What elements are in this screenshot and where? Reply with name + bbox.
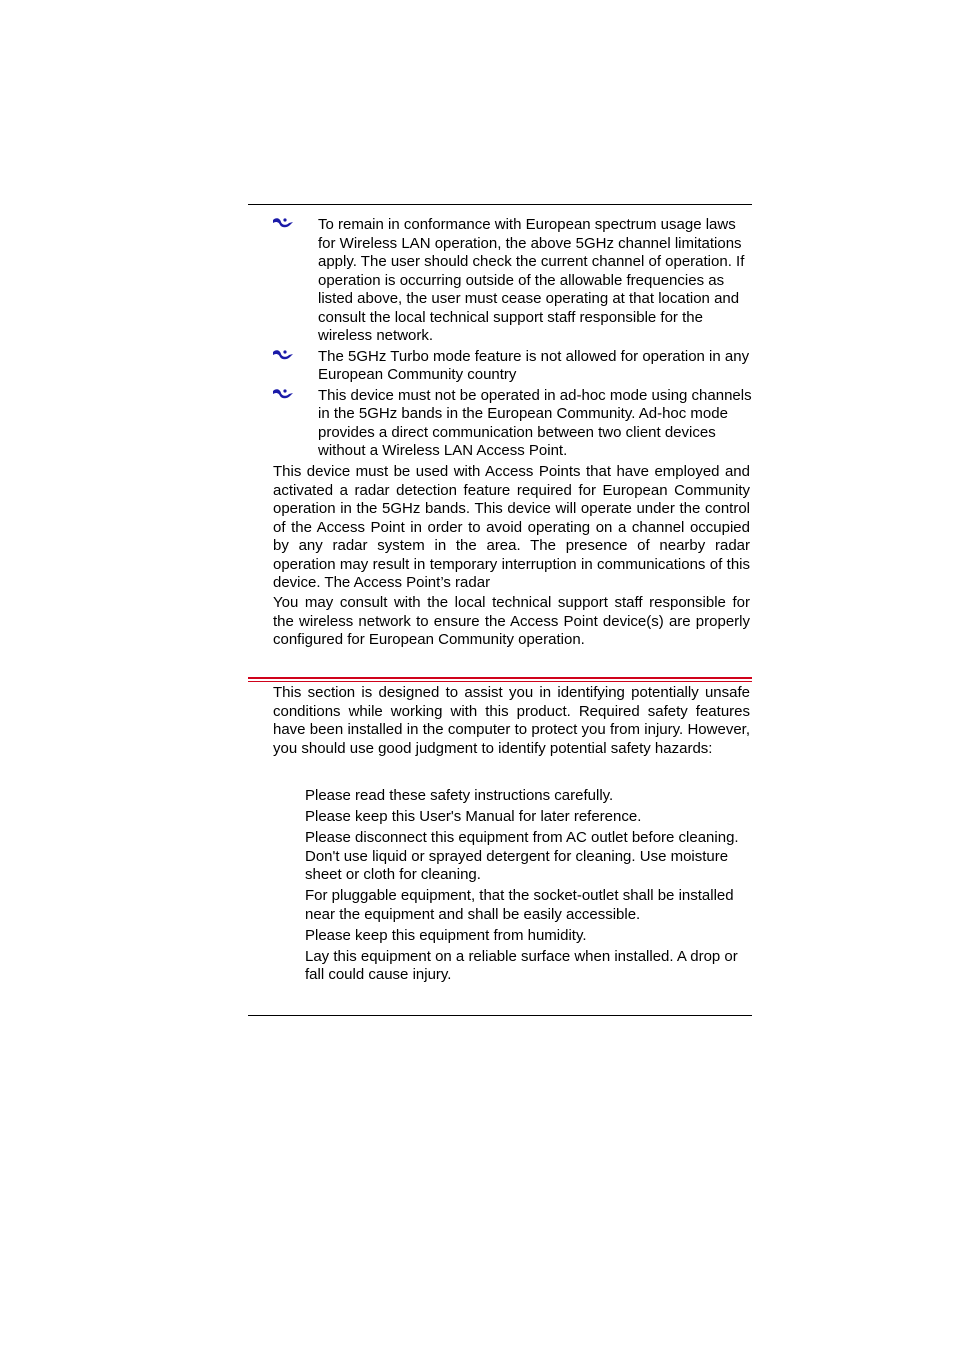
leaf-bullet-icon — [272, 348, 294, 362]
bottom-divider — [248, 1015, 752, 1016]
bullet-text: This device must not be operated in ad-hoc mode using channels in the 5GHz bands in the European Community. Ad-hoc mode provides a direct communication between two client devices without a Wireless LAN Access Point. — [318, 386, 752, 459]
bullet-text: The 5GHz Turbo mode feature is not allowed for operation in any European Community country — [318, 347, 750, 383]
bullet-text: To remain in conformance with European spectrum usage laws for Wireless LAN operation, the above 5GHz channel limitations apply. The user should check the current channel of operation. If operation is occurring outside of the allowable frequencies as listed above, the user must cease operating at that location and consult the local technical support staff responsible for the wireless network. — [318, 216, 745, 344]
consult-paragraph: You may consult with the local technical support staff responsible for the wireless network to ensure the Access Point device(s) are properly configured for European Community operation. — [273, 594, 750, 648]
list-item: Lay this equipment on a reliable surface when installed. A drop or fall could cause injury. — [305, 947, 738, 983]
safety-instructions-list — [305, 787, 745, 987]
section-divider — [248, 677, 752, 679]
top-divider — [248, 204, 752, 205]
radar-paragraph: This device must be used with Access Points that have employed and activated a radar detection feature required for European Community operation in the 5GHz bands. This device will operate under the control of the Access Point in order to avoid operating on a channel occupied by any radar system in the area. The presence of nearby radar operation may result in temporary interruption in communications of this device. The Access Point’s radar — [273, 463, 750, 591]
wireless-notes-list — [272, 216, 752, 463]
leaf-bullet-icon — [272, 387, 294, 401]
leaf-bullet-icon — [272, 216, 294, 230]
list-item — [272, 348, 752, 385]
list-item — [272, 387, 752, 461]
list-item: Please keep this equipment from humidity. — [305, 926, 587, 944]
list-item — [272, 216, 752, 346]
list-item: For pluggable equipment, that the socket-outlet shall be installed near the equipment and shall be easily accessible. — [305, 887, 734, 923]
list-item: Please read these safety instructions carefully. — [305, 787, 614, 804]
list-item: Please keep this User's Manual for later reference. — [305, 808, 642, 825]
safety-intro-paragraph: This section is designed to assist you in identifying potentially unsafe conditions while working with this product. Required safety features have been installed in the computer to protect you from injury. However, you should use good judgment to identify potential safety hazards: — [273, 684, 750, 757]
list-item: Please disconnect this equipment from AC outlet before cleaning. Don't use liquid or sprayed detergent for cleaning. Use moisture sheet or cloth for cleaning. — [305, 829, 739, 883]
